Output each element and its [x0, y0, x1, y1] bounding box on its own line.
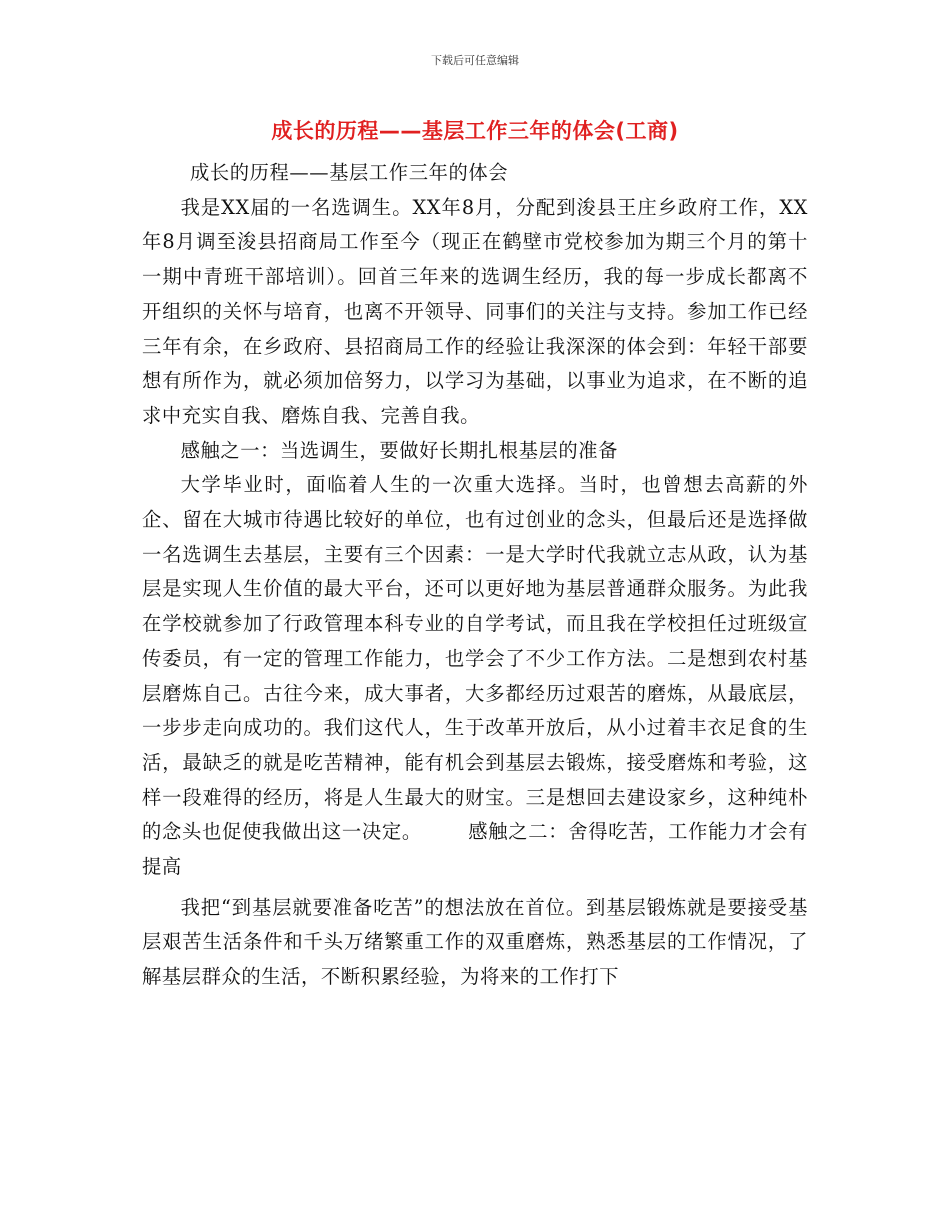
page-header-note: 下载后可任意编辑	[431, 54, 519, 67]
subtitle: 成长的历程——基层工作三年的体会	[190, 161, 509, 184]
paragraph-3: 我把“到基层就要准备吃苦”的想法放在首位。到基层锻炼就是要接受基层艰苦生活条件和千头万绪繁重工作的双重磨炼，熟悉基层的工作情况，了解基层群众的生活，不断积累经验，为将来的工作打下	[142, 895, 808, 989]
paragraph-2-text: 大学毕业时，面临着人生的一次重大选择。当时，也曾想去高薪的外企、留在大城市待遇比较好的单位，也有过创业的念头，但最后还是选择做一名选调生去基层，主要有三个因素：一是大学时代我就立志从政，认为基层是实现人生价值的最大平台，还可以更好地为基层普通群众服务。为此我在学校就参加了行政管理本科专业的自学考试，而且我在学校担任过班级宣传委员，有一定的管理工作能力，也学会了不少工作方法。二是想到农村基层磨炼自己。古往今来，成大事者，大多都经历过艰苦的磨炼，从最底层，一步步走向成功的。我们这代人，生于改革开放后，从小过着丰衣足食的生活，最缺乏的就是吃苦精神，能有机会到基层去锻炼，接受磨炼和考验，这样一段难得的经历，将是人生最大的财宝。三是想回去建设家乡，这种纯朴的念头也促使我做出这一决定。	[142, 473, 808, 844]
paragraph-2	[142, 468, 808, 884]
section-heading-2: 感触之二：舍得吃苦，工作能力才会有提高	[142, 820, 808, 879]
document-title: 成长的历程——基层工作三年的体会(工商)	[271, 119, 679, 143]
section-heading-1: 感触之一：当选调生，要做好长期扎根基层的准备	[180, 438, 618, 462]
document-body	[142, 156, 808, 995]
paragraph-1: 我是XX届的一名选调生。XX年8月，分配到浚县王庄乡政府工作，XX年8月调至浚县招商局工作至今（现正在鹤壁市党校参加为期三个月的第十一期中青班干部培训）。回首三年来的选调生经历，我的每一步成长都离不开组织的关怀与培育，也离不开领导、同事们的关注与支持。参加工作已经三年有余，在乡政府、县招商局工作的经验让我深深的体会到：年轻干部要想有所作为，就必须加倍努力，以学习为基础，以事业为追求，在不断的追求中充实自我、磨炼自我、完善自我。	[142, 195, 808, 427]
